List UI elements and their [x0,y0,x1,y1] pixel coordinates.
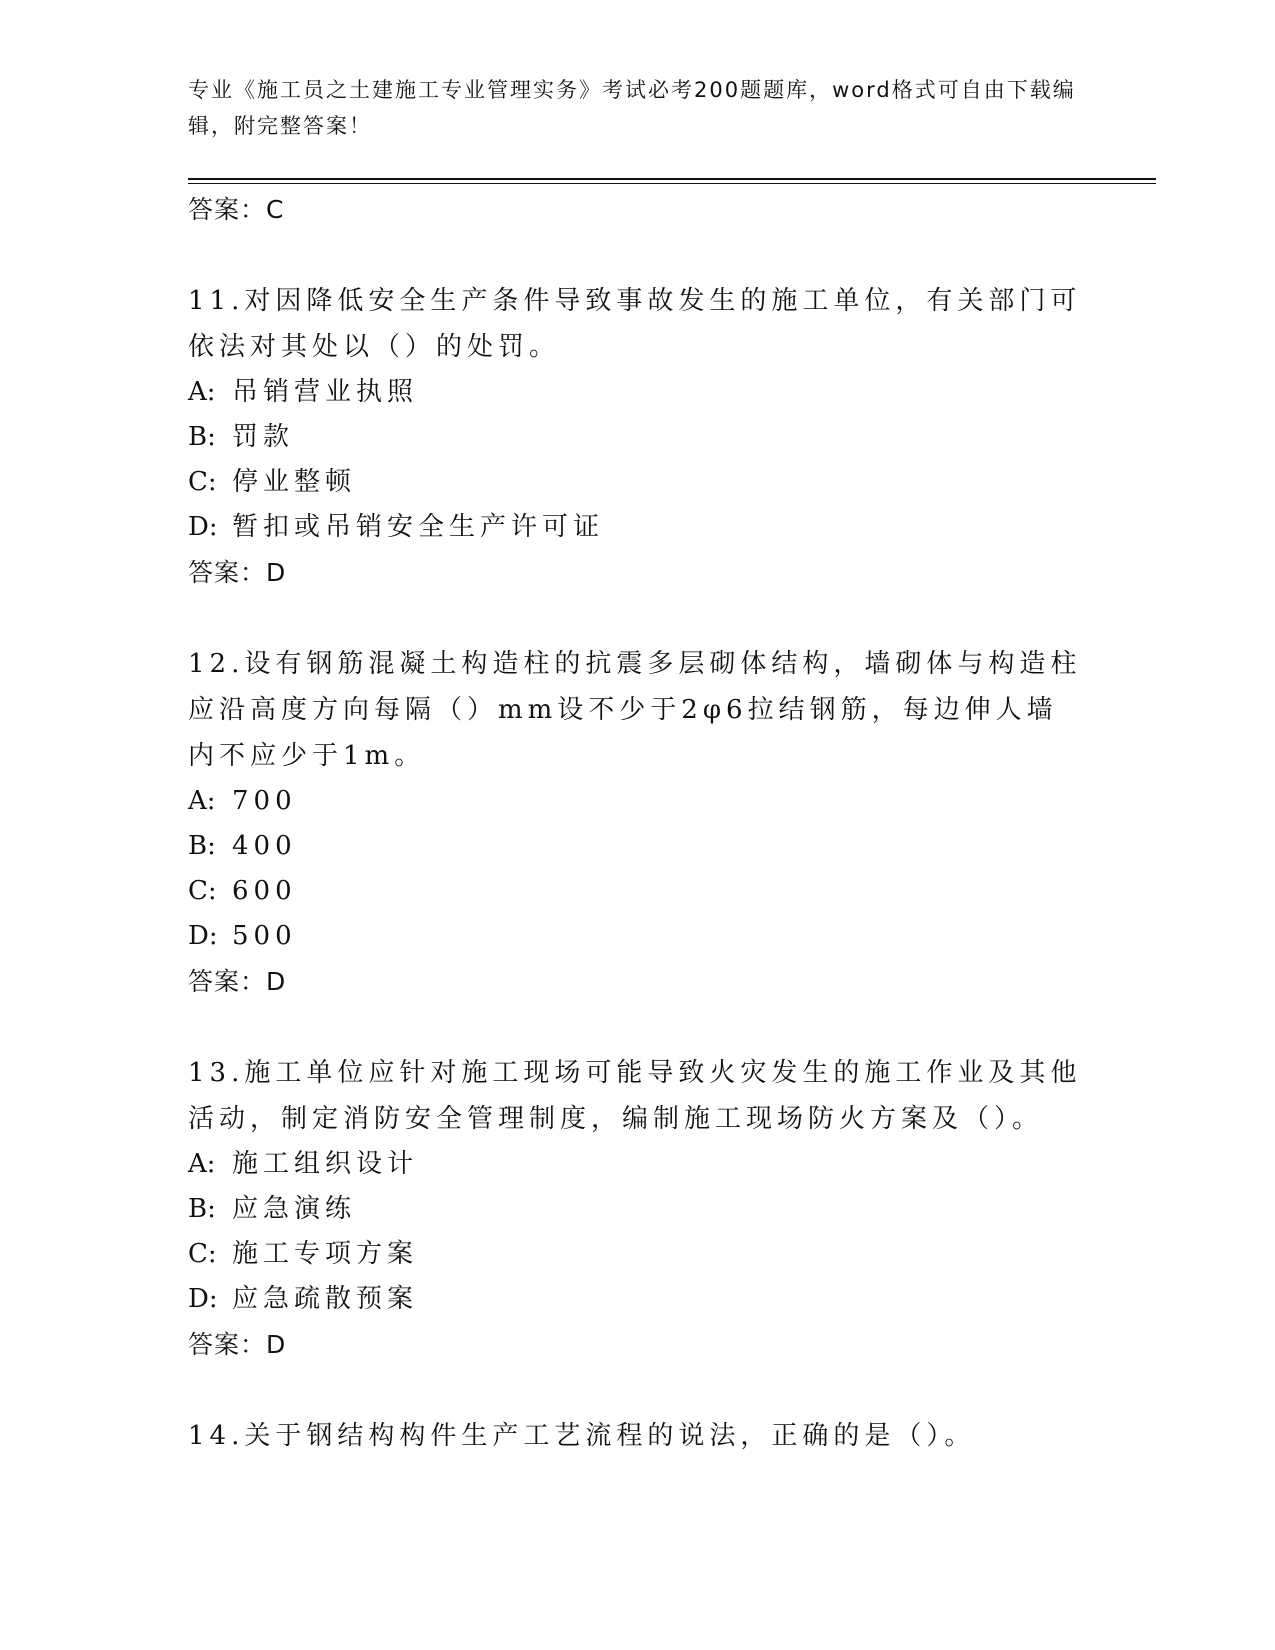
question-11-option-a [188,370,1088,415]
option-text: 暂扣或吊销安全生产许可证 [232,512,605,542]
question-12-text: 12.设有钢筋混凝土构造柱的抗震多层砌体结构，墙砌体与构造柱应沿高度方向每隔（）mm设不少于2φ6拉结钢筋，每边伸人墙内不应少于1m。 [188,649,1082,771]
question-12-option-a [188,779,1088,824]
option-text: 施工专项方案 [232,1239,419,1269]
header-text: 专业《施工员之土建施工专业管理实务》考试必考200题题库，word格式可自由下载编辑，附完整答案！ [188,78,1076,138]
option-letter: D: [188,921,218,951]
option-letter: A: [188,1149,216,1179]
question-11-option-d [188,505,1088,550]
option-text: 施工组织设计 [232,1149,419,1179]
question-13-option-d [188,1277,1088,1322]
spacer [188,233,1088,278]
option-text: 吊销营业执照 [232,377,419,407]
question-13-answer: 答案：D [188,1330,287,1359]
question-11-option-c [188,460,1088,505]
option-letter: C: [188,467,217,497]
option-letter: C: [188,876,217,906]
document-header [188,72,1088,144]
option-letter: A: [188,377,216,407]
option-text: 500 [232,921,297,951]
question-13-text: 13.施工单位应针对施工现场可能导致火灾发生的施工作业及其他活动，制定消防安全管理制度，编制施工现场防火方案及（）。 [188,1058,1082,1134]
option-text: 应急演练 [232,1194,357,1224]
question-13-option-c [188,1232,1088,1277]
question-11-option-b [188,415,1088,460]
option-text: 700 [232,786,297,816]
spacer [188,596,1088,641]
question-list [188,187,1088,1459]
option-letter: D: [188,1284,218,1314]
question-11-text: 11.对因降低安全生产条件导致事故发生的施工单位，有关部门可依法对其处以（）的处罚。 [188,286,1082,362]
option-letter: C: [188,1239,217,1269]
option-letter: B: [188,831,216,861]
previous-answer: 答案：C [188,195,285,224]
question-12-option-c [188,869,1088,914]
question-13-option-a [188,1142,1088,1187]
option-letter: B: [188,1194,216,1224]
spacer [188,1368,1088,1413]
option-text: 停业整顿 [232,467,357,497]
question-12-option-d [188,914,1088,959]
option-text: 罚款 [232,422,295,452]
spacer [188,1005,1088,1050]
option-letter: B: [188,422,216,452]
question-11-answer: 答案：D [188,558,287,587]
option-text: 应急疏散预案 [232,1284,419,1314]
header-rule-thick [188,178,1156,180]
question-12-option-b [188,824,1088,869]
option-letter: D: [188,512,218,542]
question-12-answer: 答案：D [188,967,287,996]
header-rule-thin [188,183,1156,184]
question-14-text: 14.关于钢结构构件生产工艺流程的说法，正确的是（）。 [188,1421,976,1451]
option-text: 400 [232,831,297,861]
question-13-option-b [188,1187,1088,1232]
option-letter: A: [188,786,216,816]
option-text: 600 [232,876,297,906]
